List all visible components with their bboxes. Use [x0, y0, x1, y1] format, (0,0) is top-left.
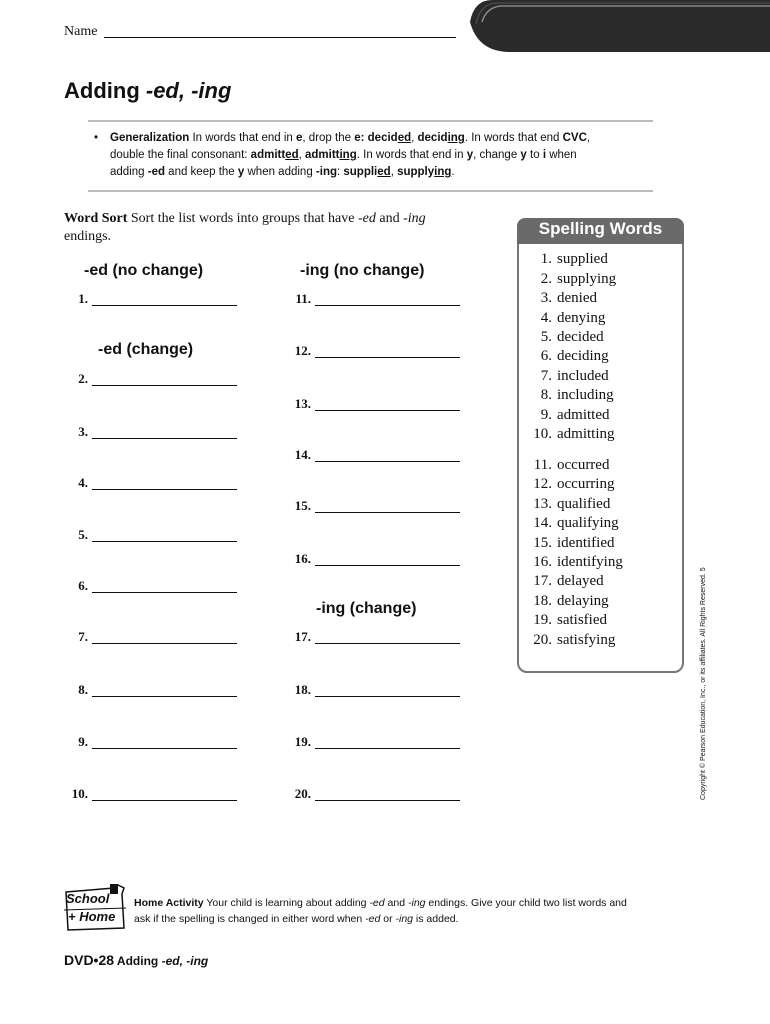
logo-text-school: School	[66, 891, 110, 906]
blank-12[interactable]: 12.	[285, 343, 460, 363]
blank-20[interactable]: 20.	[285, 786, 460, 806]
spelling-word-10: 10. admitting	[533, 426, 615, 442]
blank-19[interactable]: 19.	[285, 734, 460, 754]
heading-ed-change: -ed (change)	[98, 341, 194, 358]
corner-tab-decoration	[470, 0, 770, 52]
blank-17[interactable]: 17.	[285, 629, 460, 649]
spelling-word-6: 6. deciding	[540, 348, 609, 364]
generalization-line-1: Generalization In words that end in e, drop the e: decided, deciding. In words that end CVC,	[110, 132, 591, 144]
blank-1[interactable]: 1.	[62, 291, 237, 311]
blank-5[interactable]: 5.	[62, 527, 237, 547]
spelling-word-7: 7. included	[540, 368, 609, 384]
spelling-word-1: 1. supplied	[540, 251, 608, 267]
heading-ed-no-change: -ed (no change)	[84, 262, 204, 279]
spelling-word-11: 11. occurred	[533, 457, 610, 473]
copyright-notice: Copyright © Pearson Education, Inc., or its affiliates. All Rights Reserved. 5	[700, 567, 707, 800]
generalization-top-rule	[88, 120, 653, 122]
spelling-word-17: 17. delayed	[533, 573, 604, 589]
page-title: Adding -ed, -ing	[64, 78, 232, 103]
blank-14[interactable]: 14.	[285, 447, 460, 467]
blank-15[interactable]: 15.	[285, 498, 460, 518]
blank-8[interactable]: 8.	[62, 682, 237, 702]
spelling-word-3: 3. denied	[540, 290, 597, 306]
home-activity: Home Activity Your child is learning about adding -ed and -ing endings. Give your child two list words and ask if the spelling is changed in either word when -ed or -ing is added.	[134, 897, 627, 925]
spelling-word-16: 16. identifying	[533, 554, 623, 570]
spelling-word-4: 4. denying	[540, 310, 606, 326]
bullet-icon: •	[94, 132, 99, 144]
name-label: Name	[64, 24, 98, 39]
blank-9[interactable]: 9.	[62, 734, 237, 754]
heading-ing-no-change: -ing (no change)	[300, 262, 425, 279]
spelling-word-13: 13. qualified	[533, 496, 611, 512]
logo-text-home: + Home	[68, 909, 116, 924]
spelling-word-15: 15. identified	[533, 535, 615, 551]
blank-2[interactable]: 2.	[62, 371, 237, 391]
generalization-line-2: double the final consonant: admitted, admitting. In words that end in y, change y to i when	[110, 149, 577, 161]
blank-4[interactable]: 4.	[62, 475, 237, 495]
blank-6[interactable]: 6.	[62, 578, 237, 598]
word-sort-instructions: Word Sort Sort the list words into groups that have -ed and -ing endings.	[64, 211, 426, 244]
spelling-word-2: 2. supplying	[540, 271, 617, 287]
name-line[interactable]	[104, 37, 456, 38]
spelling-word-18: 18. delaying	[533, 593, 609, 609]
spelling-word-12: 12. occurring	[533, 476, 615, 492]
blank-16[interactable]: 16.	[285, 551, 460, 571]
blank-3[interactable]: 3.	[62, 424, 237, 444]
blank-7[interactable]: 7.	[62, 629, 237, 649]
blank-18[interactable]: 18.	[285, 682, 460, 702]
heading-ing-change: -ing (change)	[316, 600, 417, 617]
spelling-word-14: 14. qualifying	[533, 515, 619, 531]
spelling-words-title: Spelling Words	[538, 219, 663, 238]
blank-13[interactable]: 13.	[285, 396, 460, 416]
generalization-bottom-rule	[88, 190, 653, 192]
blank-11[interactable]: 11.	[285, 291, 460, 311]
generalization-line-3: adding -ed and keep the y when adding -ing: supplied, supplying.	[110, 166, 455, 178]
page-footer: DVD•28 Adding -ed, -ing	[64, 952, 209, 968]
spelling-word-20: 20. satisfying	[533, 632, 616, 648]
spelling-word-8: 8. including	[540, 387, 614, 403]
spelling-word-9: 9. admitted	[540, 407, 610, 423]
spelling-word-5: 5. decided	[540, 329, 604, 345]
blank-10[interactable]: 10.	[62, 786, 237, 806]
spelling-word-19: 19. satisfied	[533, 612, 607, 628]
